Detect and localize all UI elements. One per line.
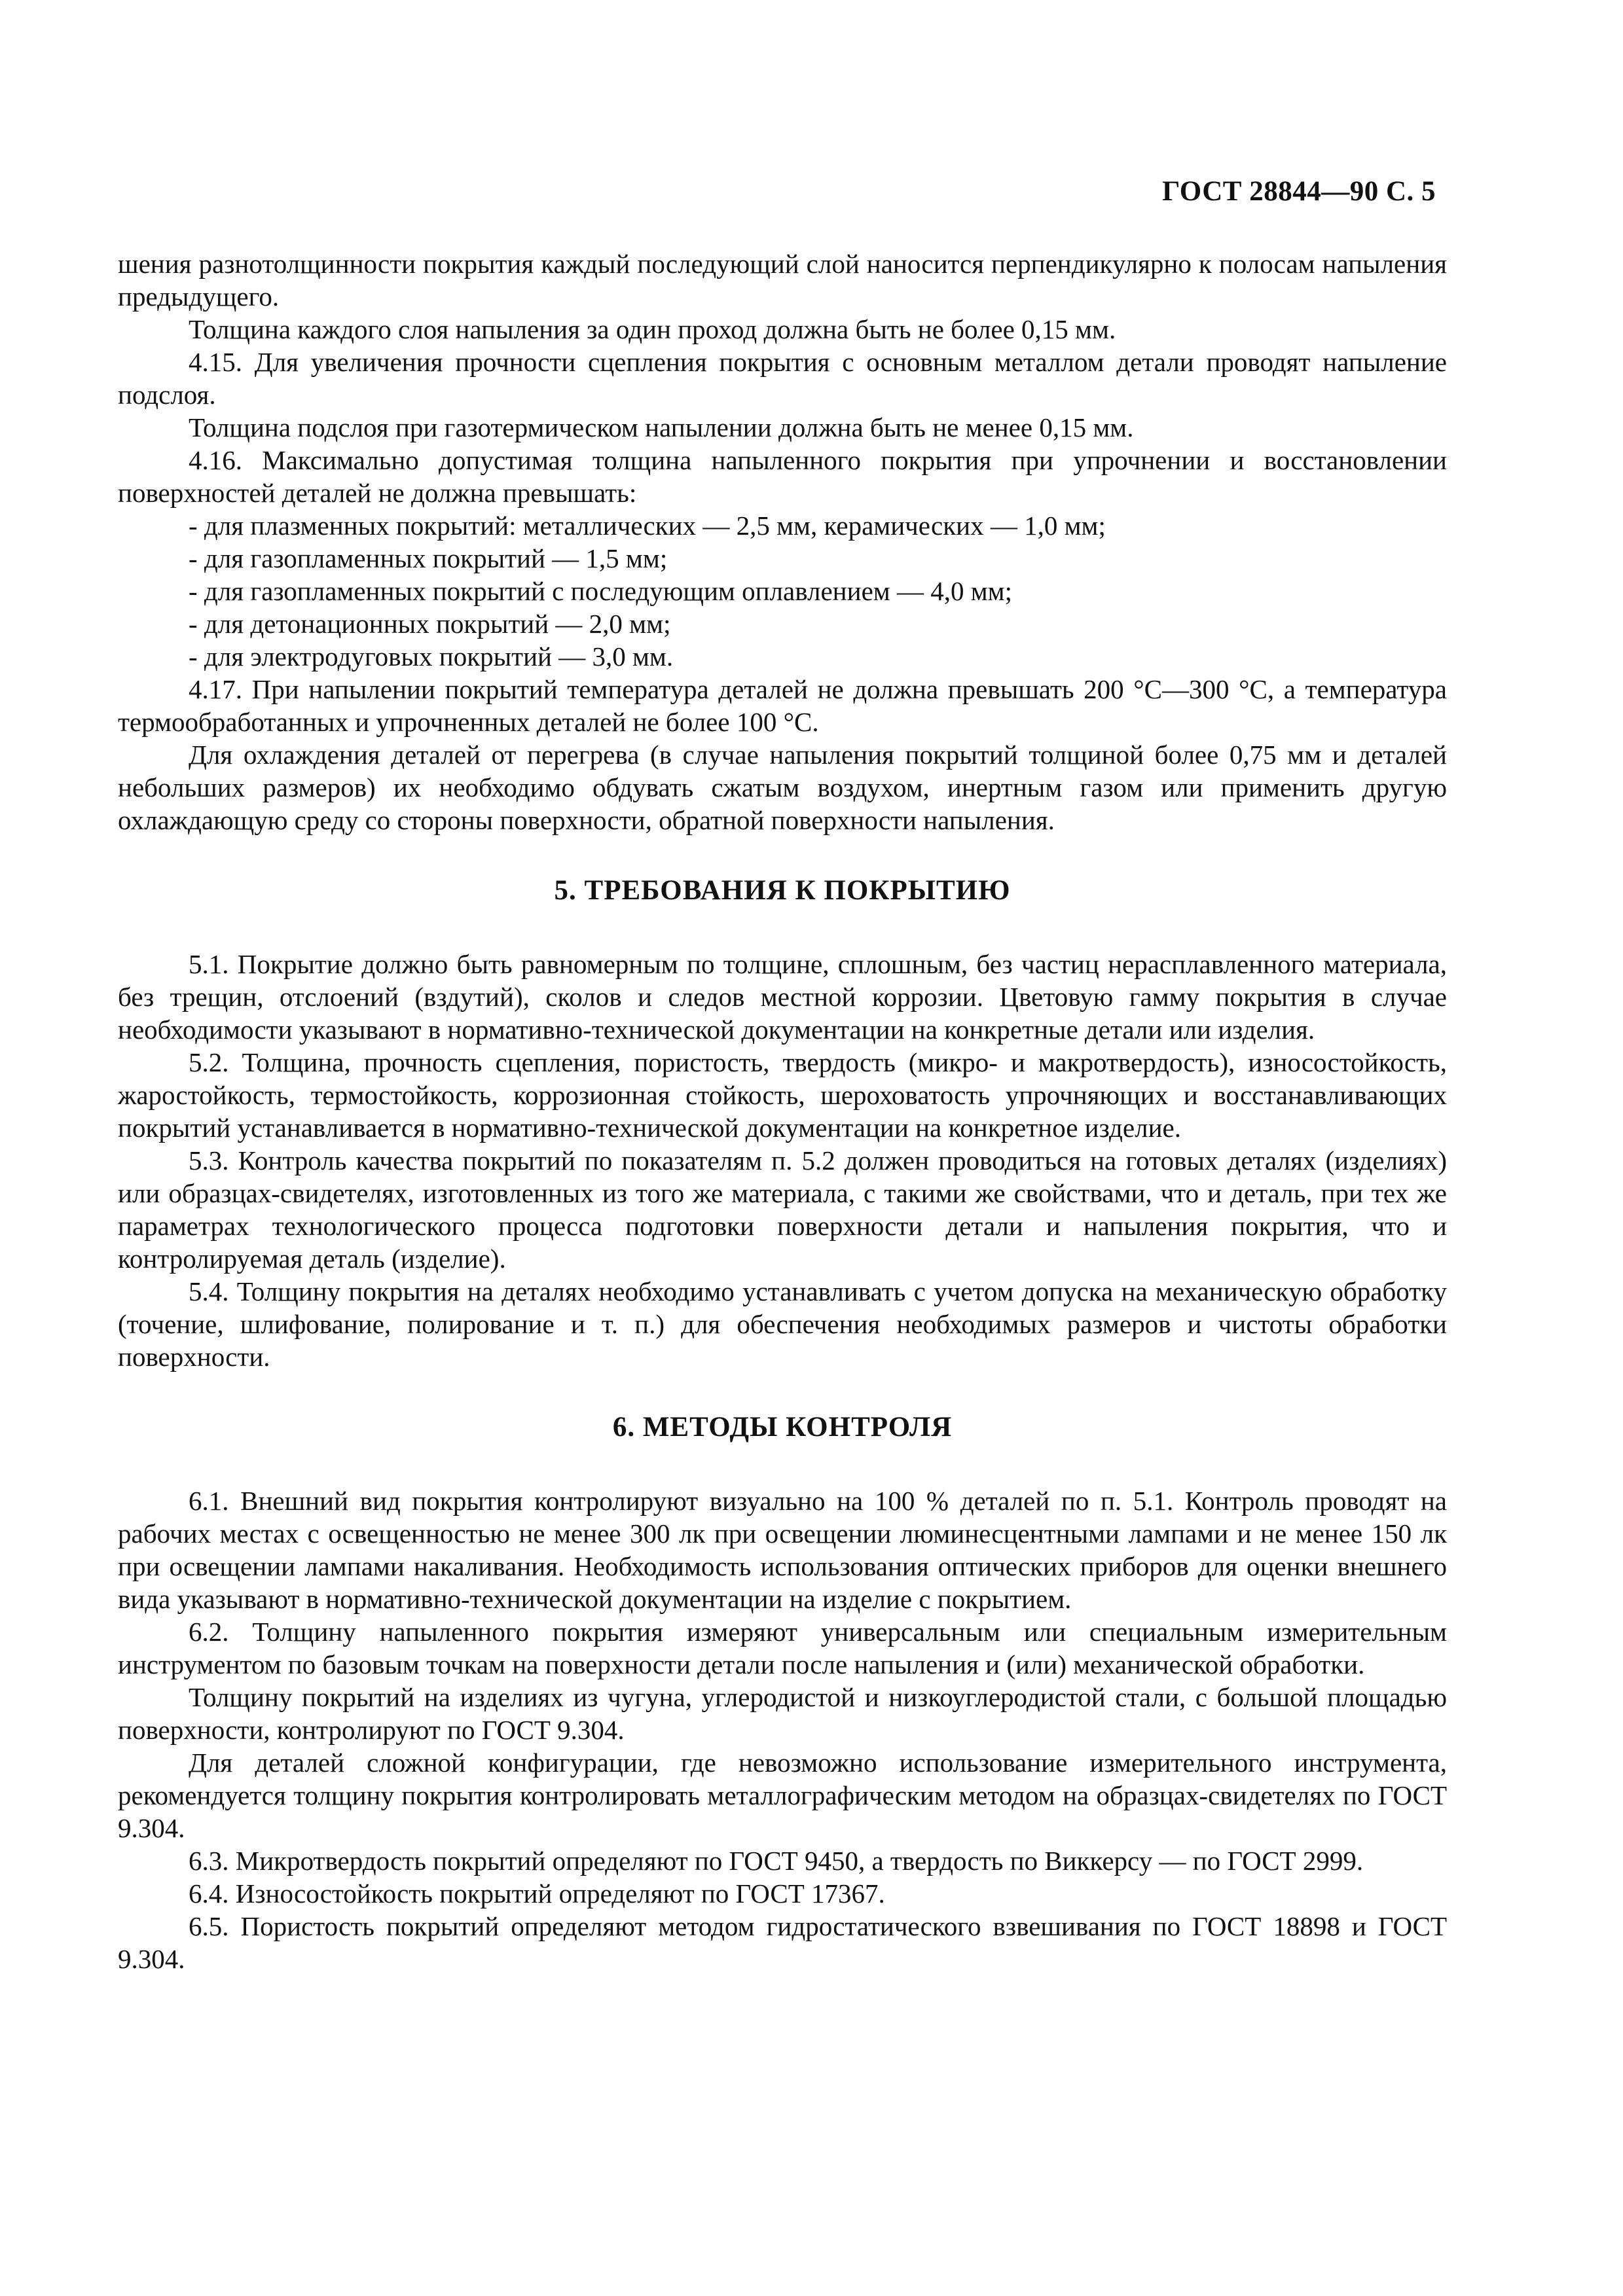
paragraph-4-17: 4.17. При напылении покрытий температура деталей не должна превышать 200 °C—300 °C, а температура термообработанных и упрочненных деталей не более 100 °C. xyxy=(118,674,1447,737)
paragraph-5-1: 5.1. Покрытие должно быть равномерным по толщине, сплошным, без частиц нерасплавленного материала, без трещин, отслоений (вздутий), сколов и следов местной коррозии. Цветовую гамму покрытия в случае необходимости указывают в нормативно-технической документации на конкретные детали или изделия. xyxy=(118,949,1447,1045)
paragraph-5-3: 5.3. Контроль качества покрытий по показателям п. 5.2 должен проводиться на готовых деталях (изделиях) или образцах-свидетелях, изготовленных из того же материала, с такими же свойствами, что и деталь, при тех же параметрах технологического процесса подготовки поверхности детали и напыления покрытия, что и контролируемая деталь (изделие). xyxy=(118,1145,1447,1274)
paragraph-4-15: 4.15. Для увеличения прочности сцепления покрытия с основным металлом детали проводят напыление подслоя. xyxy=(118,347,1447,410)
paragraph: Толщина подслоя при газотермическом напылении должна быть не менее 0,15 мм. xyxy=(189,412,1134,442)
paragraph-6-1: 6.1. Внешний вид покрытия контролируют визуально на 100 % деталей по п. 5.1. Контроль проводят на рабочих местах с освещенностью не менее 300 лк при освещении люминесцентными лампами и не менее 150 лк при освещении лампами накаливания. Необходимость использования оптических приборов для оценки внешнего вида указывают в нормативно-технической документации на изделие с покрытием. xyxy=(118,1486,1447,1614)
list-item: - для газопламенных покрытий — 1,5 мм; xyxy=(189,543,668,573)
list-item: - для плазменных покрытий: металлических — 2,5 мм, керамических — 1,0 мм; xyxy=(189,511,1106,541)
section-title-5: 5. ТРЕБОВАНИЯ К ПОКРЫТИЮ xyxy=(554,875,1011,906)
list-item: - для детонационных покрытий — 2,0 мм; xyxy=(189,609,671,639)
document-body xyxy=(118,247,1447,1975)
paragraph-continuation: шения разнотолщинности покрытия каждый последующий слой наносится перпендикулярно к полосам напыления предыдущего. xyxy=(118,249,1447,312)
paragraph: Для охлаждения деталей от перегрева (в случае напыления покрытий толщиной более 0,75 мм и деталей небольших размеров) их необходимо обдувать сжатым воздухом, инертным газом или применить другую охлаждающую среду со стороны поверхности, обратной поверхности напыления. xyxy=(118,740,1447,835)
page-header: ГОСТ 28844—90 С. 5 xyxy=(1161,176,1436,207)
paragraph: Для деталей сложной конфигурации, где невозможно использование измерительного инструмента, рекомендуется толщину покрытия контролировать металлографическим методом на образцах-свидетелях по ГОСТ 9.304. xyxy=(118,1748,1447,1843)
paragraph: Толщину покрытий на изделиях из чугуна, углеродистой и низкоуглеродистой стали, с большой площадью поверхности, контролируют по ГОСТ 9.304. xyxy=(118,1682,1447,1745)
list-item: - для газопламенных покрытий с последующим оплавлением — 4,0 мм; xyxy=(189,576,1012,606)
paragraph-6-5: 6.5. Пористость покрытий определяют методом гидростатического взвешивания по ГОСТ 18898 и ГОСТ 9.304. xyxy=(118,1911,1447,1974)
list-item: - для электродуговых покрытий — 3,0 мм. xyxy=(189,641,674,672)
paragraph: Толщина каждого слоя напыления за один проход должна быть не более 0,15 мм. xyxy=(189,314,1116,344)
paragraph-5-4: 5.4. Толщину покрытия на деталях необходимо устанавливать с учетом допуска на механическую обработку (точение, шлифование, полирование и т. п.) для обеспечения необходимых размеров и чистоты обработки поверхности. xyxy=(118,1276,1447,1372)
paragraph-6-3: 6.3. Микротвердость покрытий определяют по ГОСТ 9450, а твердость по Виккерсу — по ГОСТ 2999. xyxy=(189,1846,1364,1876)
paragraph-5-2: 5.2. Толщина, прочность сцепления, пористость, твердость (микро- и макротвердость), износостойкость, жаростойкость, термостойкость, коррозионная стойкость, шероховатость упрочняющих и восстанавливающих покрытий устанавливается в нормативно-технической документации на конкретное изделие. xyxy=(118,1047,1447,1143)
paragraph-6-4: 6.4. Износостойкость покрытий определяют по ГОСТ 17367. xyxy=(189,1878,885,1909)
paragraph-4-16: 4.16. Максимально допустимая толщина напыленного покрытия при упрочнении и восстановлении поверхностей деталей не должна превышать: xyxy=(118,445,1447,508)
section-title-6: 6. МЕТОДЫ КОНТРОЛЯ xyxy=(612,1412,953,1443)
paragraph-6-2: 6.2. Толщину напыленного покрытия измеряют универсальным или специальным измерительным инструментом по базовым точкам на поверхности детали после напыления и (или) механической обработки. xyxy=(118,1617,1447,1679)
